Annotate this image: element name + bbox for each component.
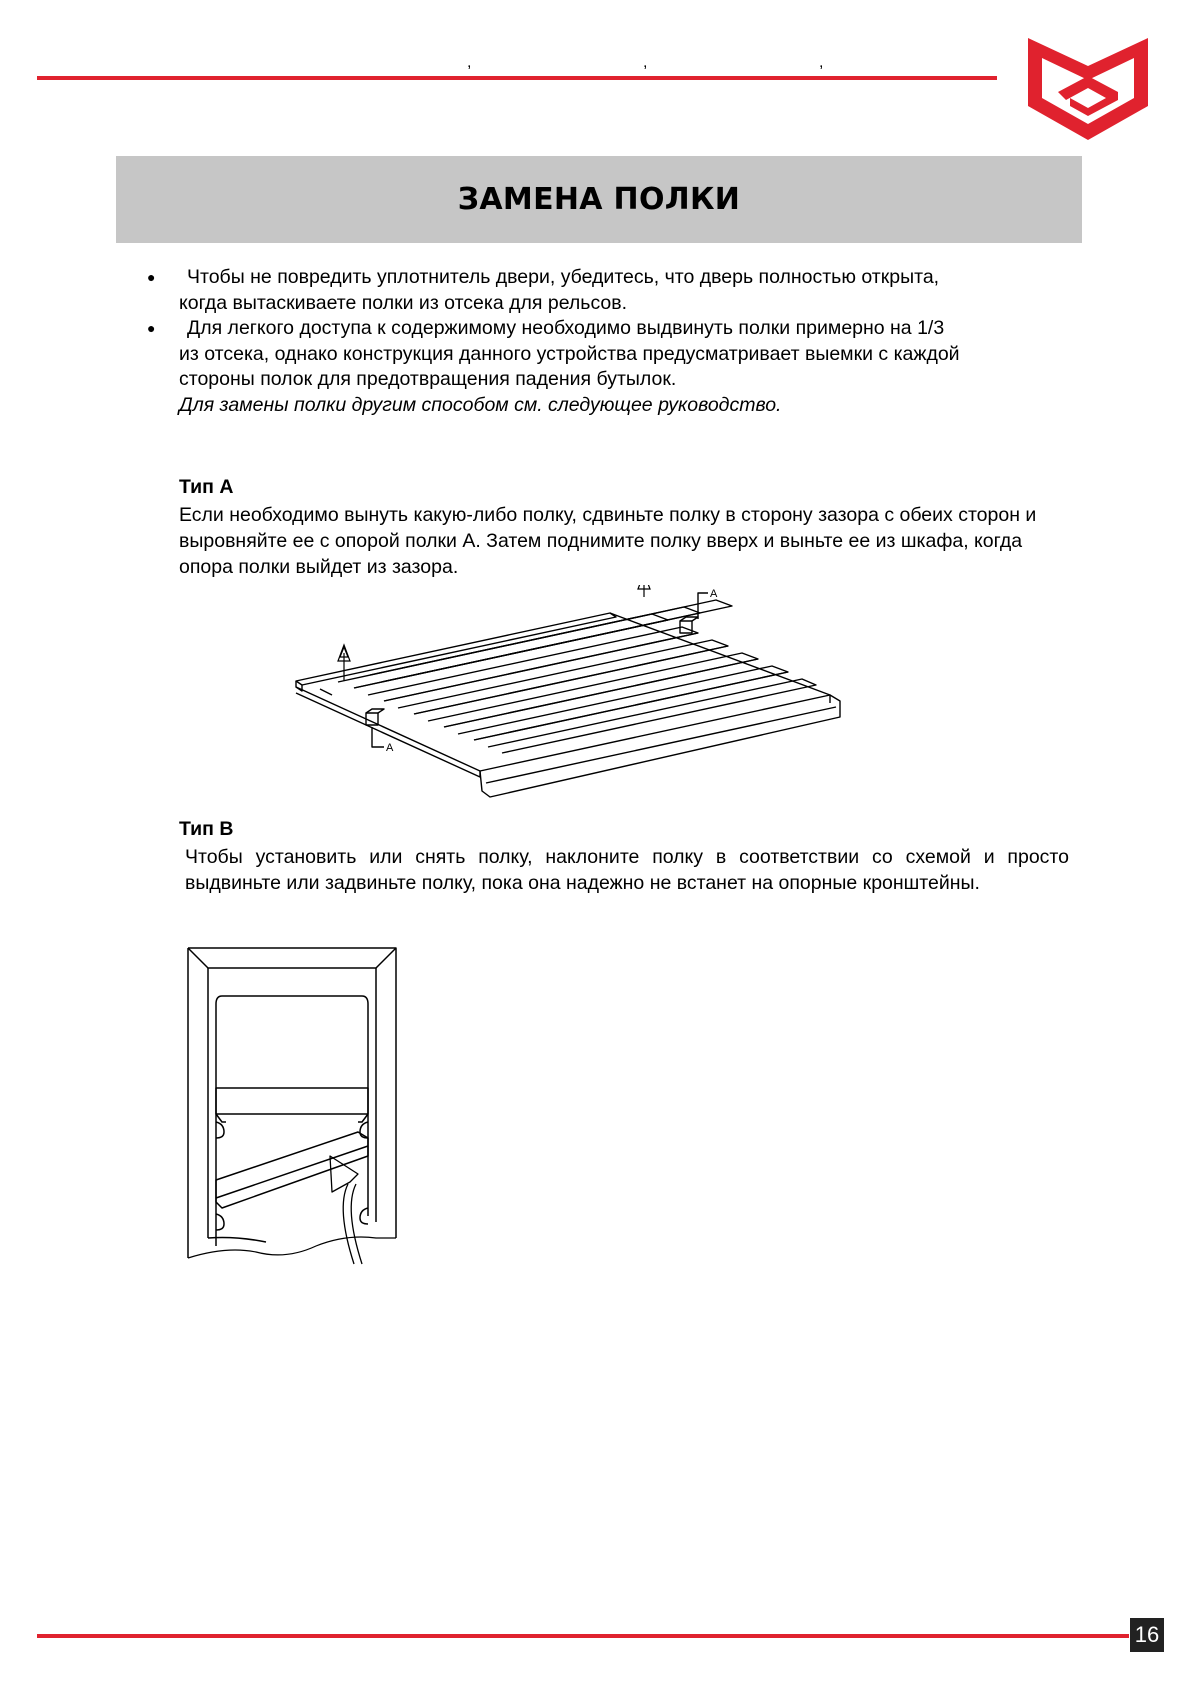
type-b-heading: Тип B <box>179 818 234 840</box>
bullet-first-line: Чтобы не повредить уплотнитель двери, убедитесь, что дверь полностью открыта, <box>187 266 940 288</box>
header-comma-3: , <box>819 54 824 71</box>
bullet-rest: из отсека, однако конструкция данного устройства предусматривает выемки с каждой стороны полок для предотвращения падения бутылок. <box>179 342 960 390</box>
section-title-band <box>116 156 1082 243</box>
page-number: 16 <box>1130 1618 1164 1652</box>
list-item <box>140 316 1060 393</box>
header-comma-1: , <box>467 54 472 71</box>
bullet-dot-icon: ● <box>147 320 156 336</box>
bullet-dot-icon: ● <box>147 269 156 285</box>
header-comma-2: , <box>643 54 648 71</box>
type-b-section <box>179 816 1069 896</box>
label-a: A <box>710 588 718 600</box>
curved-arrow-icon <box>330 1156 362 1264</box>
footer-rule <box>37 1634 1129 1638</box>
bullet-first-line: Для легкого доступа к содержимому необходимо выдвинуть полки примерно на 1/3 <box>187 317 945 339</box>
list-item <box>140 265 1060 316</box>
header-text <box>0 54 1000 74</box>
bullet-rest: когда вытаскиваете полки из отсека для рельсов. <box>179 291 628 314</box>
bullet-list <box>140 265 1060 418</box>
type-a-text: Если необходимо вынуть какую-либо полку, сдвиньте полку в сторону зазора с обеих сторон и выровняйте ее с опорой полки A. Затем поднимите полку вверх и выньте ее из шкафа, когда опора полки выйдет из зазора. <box>179 504 1037 578</box>
shelf-diagram <box>290 585 850 807</box>
type-b-text: Чтобы установить или снять полку, наклоните полку в соответствии со схемой и просто выдвиньте или задвиньте полку, пока она надежно не встанет на опорные кронштейны. <box>185 846 1069 894</box>
label-a: A <box>386 742 394 754</box>
shelf-tilt-diagram <box>186 946 398 1276</box>
header-rule <box>37 76 997 80</box>
type-a-section <box>179 474 1069 580</box>
page-title: ЗАМЕНА ПОЛКИ <box>457 182 741 217</box>
type-a-heading: Тип A <box>179 476 234 498</box>
brand-logo-icon <box>1020 30 1156 148</box>
italic-note: Для замены полки другим способом см. следующее руководство. <box>179 393 782 416</box>
